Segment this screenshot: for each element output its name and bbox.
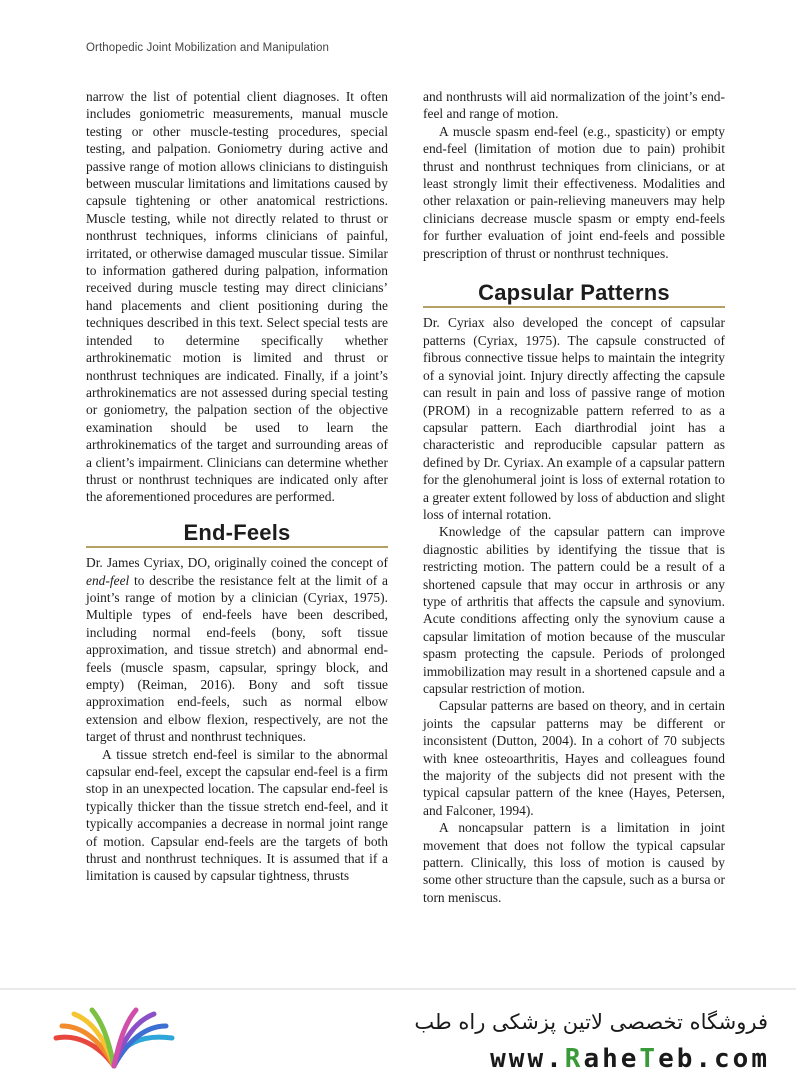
paragraph: Capsular patterns are based on theory, and in certain joints the capsular patterns may be different or inconsistent (Dutton, 2004). In a cohort of 70 subjects with knee osteoarthritis, Hayes and colleagues found the majority of the subjects did not present with the typical capsular pattern of the knee (Hayes, Petersen, and Falconer, 1994). (423, 698, 725, 818)
paragraph (86, 554, 388, 745)
section-heading-capsular-patterns: Capsular Patterns (423, 284, 725, 308)
paragraph: narrow the list of potential client diagnoses. It often includes goniometric measurements, manual muscle testing or other muscle-testing procedures, special testing, and palpation. Goniometry during active and passive range of motion allows clinicians to distinguish between muscular limitations and limitations caused by capsule tightening or other anatomical restrictions. Muscle testing, while not directly related to thrust or nonthrust techniques, informs clinicians of painful, irritated, or otherwise damaged muscular tissue. Similar to information gathered during palpation, information received during muscle testing may direct clinicians’ hand placements and client positioning during the techniques described in this text. Select special tests are intended to determine specifically whether arthrokinematic motion is limited and thrust or nonthrust techniques are indicated. Finally, if a joint’s arthrokinematics are not assessed during special testing or goniometry, the palpation section of the objective examination should be used to learn the arthrokinematics of the target and surrounding areas of a client’s impairment. Clinicians can determine whether thrust or nonthrust techniques are indicated only after the aforementioned procedures are performed. (86, 89, 388, 505)
left-column (86, 88, 388, 885)
text-run: Dr. James Cyriax, DO, originally coined the concept of (86, 555, 388, 571)
right-column (423, 88, 725, 906)
url-part: R (564, 1044, 584, 1074)
shop-url[interactable] (490, 1044, 770, 1074)
shop-name: فروشگاه تخصصی لاتین پزشکی راه طب (414, 1010, 768, 1034)
paragraph: and nonthrusts will aid normalization of the joint’s end-feel and range of motion. (423, 89, 725, 122)
paragraph: A tissue stretch end-feel is similar to the abnormal capsular end-feel, except the capsular end-feel is a firm stop in an unexpected location. The capsular end-feel is typically thicker than the tissue stretch end-feel, and it typically accompanies a decrease in normal joint range of motion. Capsular end-feels are the targets of both thrust and nonthrust techniques. It is assumed that if a limitation is caused by capsular tightness, thrusts (86, 746, 388, 884)
paragraph: Knowledge of the capsular pattern can improve diagnostic abilities by identifying the tissue that is restricting motion. The pattern could be a result of a shortened capsule that may occur in arthrosis or any type of arthritis that affects the capsule and synovium. Acute conditions affecting only the synovium cause a capsular limitation of motion because of the muscular spasm protecting the capsule. Periods of prolonged immobilization may result in a shortened capsule and a capsular restriction of motion. (423, 524, 725, 696)
url-prefix: www. (490, 1044, 565, 1074)
url-part: T (639, 1044, 659, 1074)
url-part: ahe (583, 1044, 640, 1074)
section-heading-end-feels: End-Feels (86, 524, 388, 548)
url-suffix: .com (695, 1044, 770, 1074)
open-book-rainbow-icon (48, 1004, 180, 1074)
running-head: Orthopedic Joint Mobilization and Manipulation (86, 42, 330, 54)
url-part: eb (658, 1044, 696, 1074)
paragraph: A noncapsular pattern is a limitation in joint movement that does not follow the typical capsular pattern. Clinically, this loss of motion is caused by some other structure than the capsule, such as a bursa or torn meniscus. (423, 820, 725, 905)
emphasis-term: end-feel (86, 572, 130, 588)
text-run: to describe the resistance felt at the limit of a joint’s range of motion by a clinician (Cyriax, 1975). Multiple types of end-feels have been described, including normal end-feels (bony, soft tissue approximation, and tissue stretch) and abnormal end-feels (muscle spasm, capsular, springy block, and empty) (Reiman, 2016). Bony and soft tissue approximation end-feels, such as normal elbow extension and elbow flexion, respectively, are not the target of thrust and nonthrust techniques. (86, 572, 388, 745)
paragraph: A muscle spasm end-feel (e.g., spasticity) or empty end-feel (limitation of motion due to pain) prohibit thrust and nonthrust techniques from clinicians, or at least strongly limit their effectiveness. Modalities and other relaxation or pain-relieving maneuvers may help clinicians decrease muscle spasm or empty end-feels for further evaluation of joint end-feels and possible prescription of thrust or nonthrust techniques. (423, 123, 725, 261)
paragraph: Dr. Cyriax also developed the concept of capsular patterns (Cyriax, 1975). The capsule constructed of fibrous connective tissue helps to maintain the integrity of a synovial joint. Injury directly affecting the capsule can result in pain and loss of passive range of motion (PROM) in a recognizable pattern referred to as a capsular pattern. Each diarthrodial joint has a characteristic and reproducible capsular pattern as defined by Dr. Cyriax. An example of a capsular pattern for the glenohumeral joint is loss of external rotation to a greater extent followed by loss of abduction and slight loss of internal rotation. (423, 315, 725, 522)
